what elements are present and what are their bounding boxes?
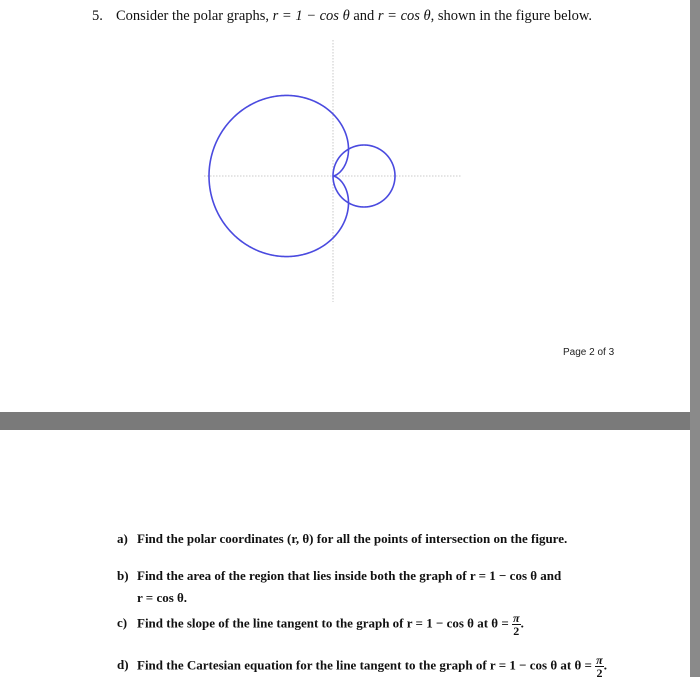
question-text-after: , shown in the figure below. <box>430 8 593 24</box>
part-a <box>117 531 567 547</box>
part-c-frac-num: π <box>513 611 520 625</box>
page-number: Page 2 of 3 <box>563 347 615 358</box>
part-b-text: Find the area of the region that lies inside both the graph of r = 1 − cos θ and <box>137 568 562 583</box>
page-separator <box>0 412 700 430</box>
part-c <box>117 612 524 637</box>
question-text-and: and <box>349 8 378 24</box>
part-b-label: b) <box>117 568 129 583</box>
part-c-label: c) <box>117 615 128 631</box>
part-d <box>117 654 607 679</box>
part-c-fraction <box>512 612 521 637</box>
part-d-text: Find the Cartesian equation for the line tangent to the graph of r = 1 − cos θ at θ = <box>137 657 592 673</box>
part-d-fraction <box>595 654 604 679</box>
part-c-tail: . <box>520 615 524 631</box>
part-d-frac-den: 2 <box>596 666 603 680</box>
part-b <box>117 568 561 606</box>
part-b-text-cont: r = cos θ. <box>137 590 188 605</box>
part-a-text: Find the polar coordinates (r, θ) for all the points of intersection on the figure. <box>137 531 568 546</box>
page-3 <box>0 430 690 680</box>
part-c-frac-den: 2 <box>513 624 520 638</box>
polar-graph <box>200 40 470 310</box>
part-d-frac-num: π <box>596 653 603 667</box>
part-d-label: d) <box>117 657 129 673</box>
part-a-label: a) <box>117 531 128 546</box>
equation-circle: r = cos θ <box>377 8 431 24</box>
question-text-before: Consider the polar graphs, <box>116 8 273 24</box>
part-c-text: Find the slope of the line tangent to the graph of r = 1 − cos θ at θ = <box>137 615 509 631</box>
equation-cardioid: r = 1 − cos θ <box>272 8 350 24</box>
part-d-tail: . <box>603 657 607 673</box>
question-5 <box>92 8 592 25</box>
viewer-edge <box>690 0 700 677</box>
question-number: 5. <box>92 8 103 24</box>
